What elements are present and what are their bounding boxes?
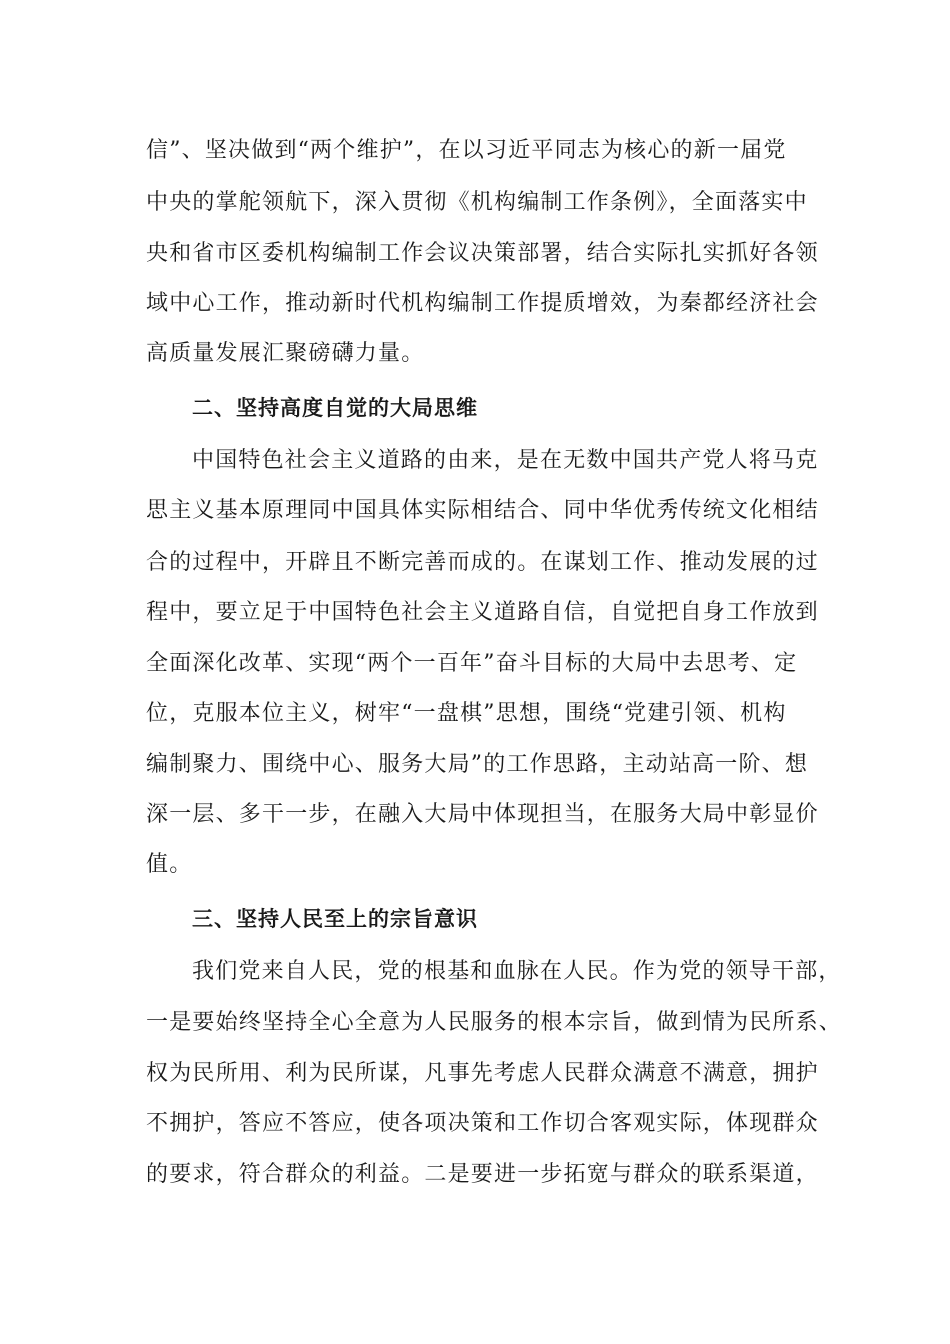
- text-line: 编制聚力、围绕中心、服务大局”的工作思路，主动站高一阶、想: [146, 752, 809, 777]
- text-line: 值。: [146, 852, 193, 877]
- text-line: 深一层、多干一步，在融入大局中体现担当，在服务大局中彰显价: [146, 802, 819, 827]
- text-line: 中央的掌舵领航下，深入贯彻《机构编制工作条例》，全面落实中: [146, 190, 808, 215]
- text-line: 位，克服本位主义，树牢“一盘棋”思想，围绕“党建引领、机构: [146, 701, 787, 726]
- text-line: 域中心工作，推动新时代机构编制工作提质增效，为秦都经济社会: [146, 291, 819, 316]
- text-line: 一是要始终坚持全心全意为人民服务的根本宗旨，做到情为民所系、: [146, 1010, 843, 1035]
- text-line: 高质量发展汇聚磅礴力量。: [146, 341, 425, 366]
- section-heading: 二、坚持高度自觉的大局思维: [192, 396, 478, 420]
- text-line: 不拥护，答应不答应，使各项决策和工作切合客观实际，体现群众: [146, 1111, 819, 1136]
- text-line: 权为民所用、利为民所谋，凡事先考虑人民群众满意不满意，拥护: [146, 1061, 819, 1086]
- text-line: 思主义基本原理同中国具体实际相结合、同中华优秀传统文化相结: [146, 498, 819, 523]
- text-line: 我们党来自人民，党的根基和血脉在人民。作为党的领导干部，: [192, 959, 842, 984]
- text-line: 的要求，符合群众的利益。二是要进一步拓宽与群众的联系渠道，: [146, 1162, 819, 1187]
- text-line: 信”、坚决做到“两个维护”，在以习近平同志为核心的新一届党: [146, 138, 787, 163]
- text-line: 中国特色社会主义道路的由来，是在无数中国共产党人将马克: [192, 448, 819, 473]
- text-line: 全面深化改革、实现“两个一百年”奋斗目标的大局中去思考、定: [146, 651, 798, 676]
- text-line: 央和省市区委机构编制工作会议决策部署，结合实际扎实抓好各领: [146, 241, 819, 266]
- section-heading: 三、坚持人民至上的宗旨意识: [192, 907, 478, 931]
- text-line: 合的过程中，开辟且不断完善而成的。在谋划工作、推动发展的过: [146, 550, 819, 575]
- text-line: 程中，要立足于中国特色社会主义道路自信，自觉把自身工作放到: [146, 600, 819, 625]
